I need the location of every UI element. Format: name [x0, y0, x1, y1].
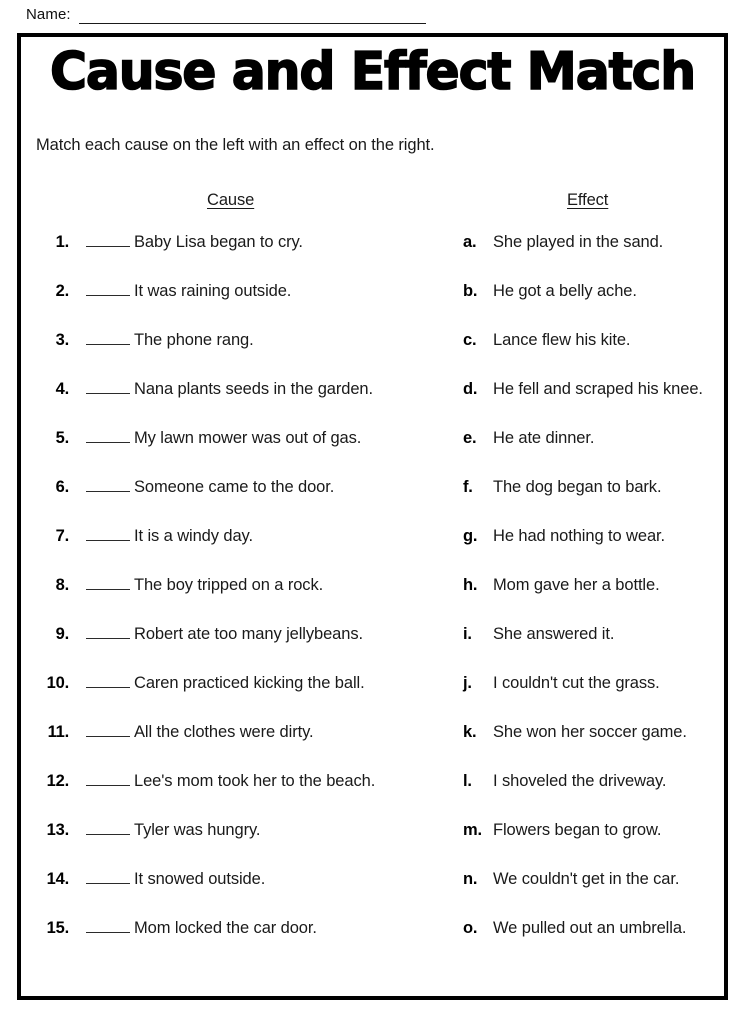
answer-blank[interactable] [86, 626, 130, 639]
match-row [21, 772, 724, 821]
cause-item [39, 282, 291, 301]
effect-item [459, 282, 637, 301]
match-row [21, 625, 724, 674]
match-row [21, 576, 724, 625]
name-input-blank[interactable] [79, 9, 426, 24]
effect-text: I couldn't cut the grass. [493, 673, 660, 692]
effect-item [459, 233, 663, 252]
effect-letter: c. [463, 330, 477, 349]
answer-blank[interactable] [86, 332, 130, 345]
answer-blank[interactable] [86, 675, 130, 688]
cause-text: Caren practiced kicking the ball. [134, 673, 365, 692]
answer-blank[interactable] [86, 430, 130, 443]
effect-letter: i. [463, 624, 472, 643]
effect-text: The dog began to bark. [493, 477, 662, 496]
effect-letter: d. [463, 379, 478, 398]
effect-item [459, 772, 666, 791]
answer-blank[interactable] [86, 283, 130, 296]
cause-number: 4. [55, 379, 69, 398]
effect-item [459, 919, 686, 938]
match-row [21, 870, 724, 919]
cause-item [39, 429, 361, 448]
cause-text: Tyler was hungry. [134, 820, 261, 839]
effect-letter: o. [463, 918, 478, 937]
column-header-effect: Effect [567, 190, 609, 209]
effect-letter: f. [463, 477, 473, 496]
effect-item [459, 821, 661, 840]
effect-letter: b. [463, 281, 478, 300]
cause-number: 9. [55, 624, 69, 643]
effect-text: Mom gave her a bottle. [493, 575, 660, 594]
cause-text: Robert ate too many jellybeans. [134, 624, 363, 643]
effect-text: I shoveled the driveway. [493, 771, 667, 790]
effect-item [459, 331, 630, 350]
cause-item [39, 821, 260, 840]
effect-text: We couldn't get in the car. [493, 869, 680, 888]
match-row [21, 723, 724, 772]
effect-item [459, 625, 614, 644]
effect-letter: e. [463, 428, 477, 447]
effect-item [459, 870, 679, 889]
effect-item [459, 429, 594, 448]
cause-number: 15. [46, 918, 69, 937]
cause-text: All the clothes were dirty. [134, 722, 314, 741]
cause-item [39, 625, 363, 644]
cause-text: Nana plants seeds in the garden. [134, 379, 373, 398]
effect-text: Flowers began to grow. [493, 820, 662, 839]
cause-item [39, 772, 375, 791]
cause-number: 14. [46, 869, 69, 888]
answer-blank[interactable] [86, 479, 130, 492]
effect-text: She answered it. [493, 624, 615, 643]
name-label: Name: [26, 6, 71, 23]
answer-blank[interactable] [86, 920, 130, 933]
effect-text: He had nothing to wear. [493, 526, 665, 545]
cause-item [39, 576, 323, 595]
cause-text: The phone rang. [134, 330, 254, 349]
effect-text: She won her soccer game. [493, 722, 687, 741]
effect-item [459, 527, 665, 546]
effect-letter: a. [463, 232, 477, 251]
column-headers [21, 191, 724, 217]
cause-number: 12. [46, 771, 69, 790]
effect-letter: m. [463, 820, 482, 839]
answer-blank[interactable] [86, 724, 130, 737]
answer-blank[interactable] [86, 773, 130, 786]
effect-text: We pulled out an umbrella. [493, 918, 687, 937]
worksheet-frame [17, 33, 728, 1000]
effect-item [459, 723, 687, 742]
match-row [21, 527, 724, 576]
cause-item [39, 233, 303, 252]
cause-item [39, 527, 253, 546]
answer-blank[interactable] [86, 234, 130, 247]
effect-letter: h. [463, 575, 478, 594]
cause-number: 6. [55, 477, 69, 496]
match-row [21, 429, 724, 478]
cause-number: 5. [55, 428, 69, 447]
cause-text: Lee's mom took her to the beach. [134, 771, 376, 790]
cause-text: It was raining outside. [134, 281, 292, 300]
effect-letter: l. [463, 771, 472, 790]
effect-text: He fell and scraped his knee. [493, 379, 703, 398]
effect-text: He got a belly ache. [493, 281, 637, 300]
match-row [21, 674, 724, 723]
cause-item [39, 723, 314, 742]
cause-number: 2. [55, 281, 69, 300]
cause-text: Baby Lisa began to cry. [134, 232, 303, 251]
cause-number: 11. [47, 722, 69, 741]
cause-number: 7. [55, 526, 69, 545]
cause-number: 10. [46, 673, 69, 692]
match-row [21, 233, 724, 282]
cause-item [39, 478, 334, 497]
effect-letter: j. [463, 673, 472, 692]
cause-item [39, 870, 265, 889]
answer-blank[interactable] [86, 577, 130, 590]
cause-number: 1. [55, 232, 69, 251]
answer-blank[interactable] [86, 871, 130, 884]
effect-item [459, 478, 661, 497]
cause-item [39, 380, 373, 399]
page-title: Cause and Effect Match [49, 42, 696, 102]
effect-item [459, 380, 703, 399]
match-row [21, 919, 724, 968]
name-field-row [26, 6, 426, 24]
match-row [21, 331, 724, 380]
effect-text: He ate dinner. [493, 428, 595, 447]
answer-blank[interactable] [86, 381, 130, 394]
effect-letter: n. [463, 869, 478, 888]
cause-item [39, 919, 317, 938]
cause-item [39, 674, 365, 693]
cause-item [39, 331, 254, 350]
effect-letter: k. [463, 722, 477, 741]
match-row [21, 478, 724, 527]
effect-text: Lance flew his kite. [493, 330, 631, 349]
match-row [21, 821, 724, 870]
effect-item [459, 576, 660, 595]
answer-blank[interactable] [86, 822, 130, 835]
effect-letter: g. [463, 526, 478, 545]
match-row [21, 380, 724, 429]
effect-text: She played in the sand. [493, 232, 664, 251]
cause-text: It snowed outside. [134, 869, 266, 888]
cause-text: It is a windy day. [134, 526, 253, 545]
match-row [21, 282, 724, 331]
matching-list [21, 233, 724, 968]
cause-text: Mom locked the car door. [134, 918, 317, 937]
cause-number: 13. [46, 820, 69, 839]
cause-number: 8. [55, 575, 69, 594]
column-header-cause: Cause [207, 190, 255, 209]
effect-item [459, 674, 660, 693]
cause-text: The boy tripped on a rock. [134, 575, 324, 594]
cause-number: 3. [55, 330, 69, 349]
instructions-text: Match each cause on the left with an effect on the right. [36, 135, 435, 154]
cause-text: My lawn mower was out of gas. [134, 428, 362, 447]
cause-text: Someone came to the door. [134, 477, 335, 496]
answer-blank[interactable] [86, 528, 130, 541]
